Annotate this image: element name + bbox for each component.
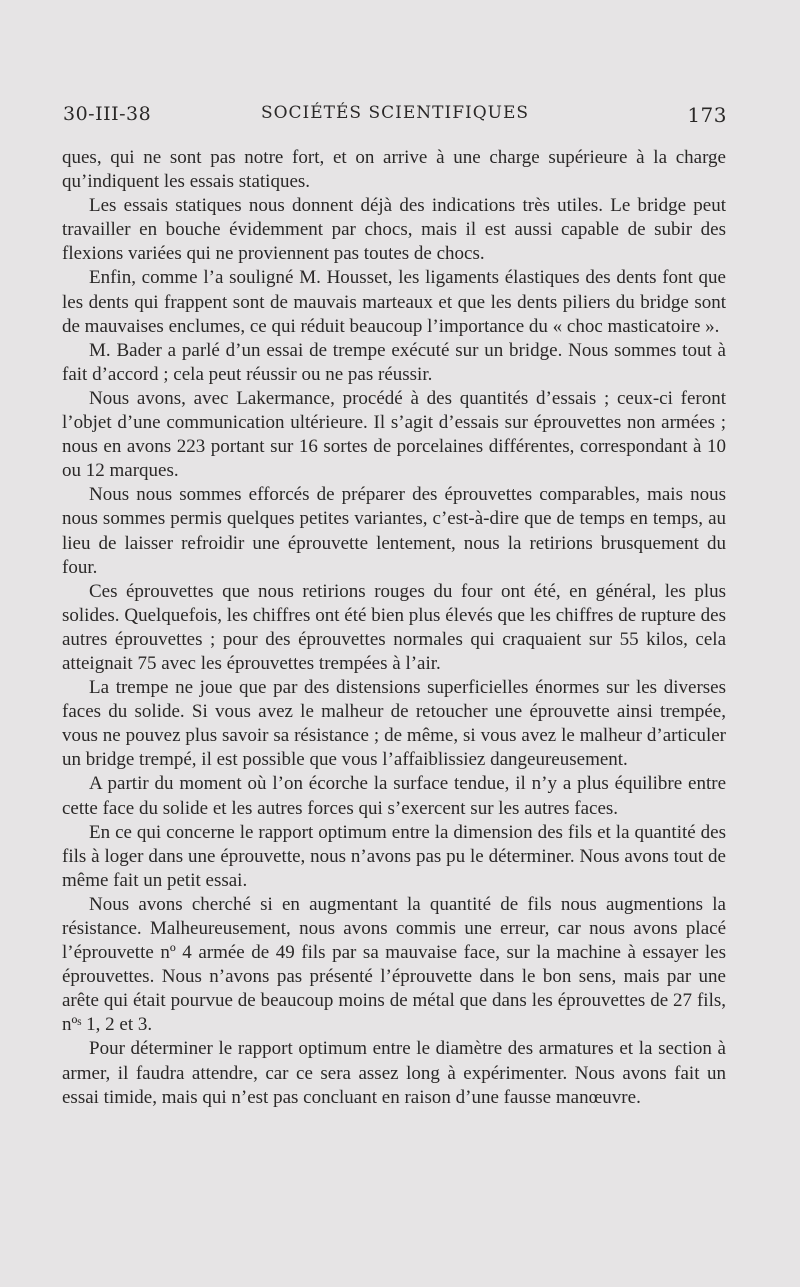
paragraph: En ce qui concerne le rapport optimum entre la dimension des fils et la quantité des fils à loger dans une éprouvette, nous n’avons pas pu le déterminer. Nous avons tout de même fait un petit essai. bbox=[62, 821, 726, 891]
paragraph: Enfin, comme l’a souligné M. Housset, les ligaments élastiques des dents font que les dents qui frappent sont de mauvais marteaux et que les dents piliers du bridge sont de mauvaises enclumes, ce qui réduit beaucoup l’importance du « choc masticatoire ». bbox=[62, 267, 726, 337]
paragraph: ques, qui ne sont pas notre fort, et on arrive à une charge supérieure à la charge qu’indiquent les essais statiques. bbox=[62, 147, 726, 193]
paragraph: La trempe ne joue que par des distensions superficielles énormes sur les diverses faces du solide. Si vous avez le malheur de retoucher une éprouvette ainsi trempée, vous ne pouvez plus savoir sa résistance ; de même, si vous avez le malheur d’articuler un bridge trempé, il est possible que vous l’affaiblissiez dangeureusement. bbox=[62, 677, 726, 771]
paragraph: Nous avons, avec Lakermance, procédé à des quantités d’essais ; ceux-ci feront l’objet d’une communication ultérieure. Il s’agit d’essais sur éprouvettes non armées ; nous en avons 223 portant sur 16 sortes de porcelaines différentes, correspondant à 10 ou 12 marques. bbox=[62, 387, 726, 482]
running-header bbox=[63, 103, 727, 131]
paragraph: A partir du moment où l’on écorche la surface tendue, il n’y a plus équilibre entre cette face du solide et les autres forces qui s’exercent sur les autres faces. bbox=[62, 773, 726, 819]
body-text bbox=[62, 146, 726, 1110]
paragraph: M. Bader a parlé d’un essai de trempe exécuté sur un bridge. Nous sommes tout à fait d’accord ; cela peut réussir ou ne pas réussir. bbox=[62, 339, 726, 385]
header-date: 30-III-38 bbox=[63, 103, 152, 125]
paragraph: Les essais statiques nous donnent déjà des indications très utiles. Le bridge peut travailler en bouche évidemment par chocs, mais il est aussi capable de subir des flexions variées qui ne proviennent pas toutes de chocs. bbox=[62, 195, 726, 265]
paragraph: Pour déterminer le rapport optimum entre le diamètre des armatures et la section à armer, il faudra attendre, car ce sera assez long à expérimenter. Nous avons fait un essai timide, mais qui n’est pas concluant en raison d’une fausse manœuvre. bbox=[62, 1038, 726, 1108]
header-section-title: SOCIÉTÉS SCIENTIFIQUES bbox=[260, 103, 530, 123]
paragraph: Ces éprouvettes que nous retirions rouges du four ont été, en général, les plus solides. Quelquefois, les chiffres ont été bien plus élevés que les chiffres de rupture des autres éprouvettes ; pour des éprouvettes normales qui craquaient sur 55 kilos, cela atteignait 75 avec les éprouvettes trempées à l’air. bbox=[62, 580, 726, 674]
page-number: 173 bbox=[687, 103, 727, 127]
paragraph: Nous nous sommes efforcés de préparer des éprouvettes comparables, mais nous nous sommes permis quelques petites variantes, c’est-à-dire que de temps en temps, au lieu de laisser refroidir une éprouvette lentement, nous la retirions brusquement du four. bbox=[62, 484, 726, 578]
paragraph: Nous avons cherché si en augmentant la quantité de fils nous augmentions la résistance. Malheureusement, nous avons commis une erreur, car nous avons placé l’éprouvette nº 4 armée de 49 fils par sa mauvaise face, sur la machine à essayer les éprouvettes. Nous n’avons pas présenté l’éprouvette dans le bon sens, mais par une arête qui était pourvue de beaucoup moins de métal que dans les éprouvettes de 27 fils, nºˢ 1, 2 et 3. bbox=[62, 893, 726, 1036]
